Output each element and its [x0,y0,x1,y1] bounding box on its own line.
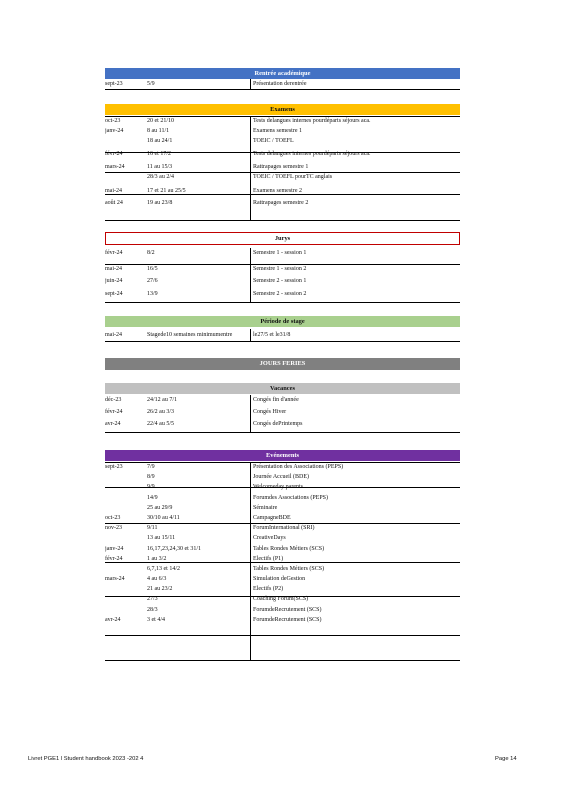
section-header-vacances: Vacances [105,383,460,394]
row-text: Journée Accueil (BDE) [253,474,309,481]
row-date: févr-24 [105,555,123,562]
section-examens [105,104,460,115]
row-date: avr-24 [105,616,121,623]
row-text: Tests delangues internes pourdéparts séjours aca. [253,118,371,124]
table-row [105,533,460,543]
page-number: Page 14 [495,756,517,762]
divider [105,487,460,488]
row-text: ForumdeRecrutement (SCS) [253,616,322,623]
row-range: 7/9 [147,464,155,470]
divider [105,264,460,265]
row-range: 27/6 [147,278,158,285]
row-date: nov-23 [105,525,122,532]
table-row [105,523,460,533]
section-vacances [105,383,460,394]
divider [105,152,460,153]
row-date: mars-24 [105,576,125,583]
table-row [105,472,460,482]
row-text: Simulation deGestion [253,576,306,583]
table-row [105,116,460,126]
row-range: 16 et 17/2 [147,150,171,157]
divider [105,462,460,463]
divider [105,660,460,661]
row-range: 24/12 au 7/1 [147,397,177,403]
row-range: 9/9 [147,484,155,491]
row-text: Electifs (P2) [253,586,284,593]
table-row [105,289,460,299]
table-row [105,248,460,258]
table-row [105,574,460,584]
section-feries [105,358,460,370]
row-range: 8 au 11/1 [147,128,170,135]
row-text: Coaching Forum(SCS) [253,596,309,603]
table-row [105,615,460,625]
vacances-rows [105,395,460,430]
table-row [105,198,460,208]
row-text: Tables Rondes Métiers (SCS) [253,545,325,552]
table-row [105,395,460,405]
section-header-evenements: Evénements [105,450,460,461]
table-row [105,407,460,417]
row-range: 9/11 [147,525,158,532]
row-text: Présentation derentrée [253,81,307,87]
row-range: 28/3 au 2/4 [147,173,174,180]
table-row [105,605,460,615]
table-row [105,584,460,594]
table-row [105,276,460,286]
row-date: oct-23 [105,514,121,521]
row-date: mai-24 [105,332,122,338]
row-date: déc-23 [105,397,122,403]
table-row [105,462,460,472]
row-range: 21 au 23/2 [147,586,173,593]
row-date: oct-23 [105,118,121,124]
row-range: 19 au 23/8 [147,200,173,207]
row-range: 6,7,13 et 14/2 [147,565,180,572]
divider [105,341,460,342]
column-divider [250,248,251,302]
row-range: 22/4 au 5/5 [147,421,174,428]
row-text: Semestre 1 - session 2 [253,266,307,273]
table-row [105,126,460,136]
row-text: Congés fin d'année [253,397,299,403]
row-range: 11 au 15/3 [147,163,173,170]
row-range: 8/2 [147,250,155,256]
row-text: Séminaire [253,504,278,511]
divider [105,432,460,433]
row-range: 25 au 29/9 [147,504,173,511]
divider [105,562,460,563]
table-row [105,330,460,340]
row-date: janv-24 [105,545,124,552]
table-row [105,162,460,172]
column-divider [250,116,251,220]
section-evenements [105,450,460,461]
row-range: 16,17,23,24,30 et 31/1 [147,545,201,552]
row-date: sept-24 [105,290,123,297]
row-range: 13/9 [147,290,158,297]
row-range: 13 au 15/11 [147,535,176,542]
row-text: ForumInternational (SRI) [253,525,315,532]
row-range: 3 et 4/4 [147,616,165,623]
row-text: Rattrapages semestre 2 [253,200,309,207]
row-text: CampagneBDE [253,514,291,521]
section-jurys [105,232,460,245]
column-divider [250,462,251,660]
row-text: Tests delangues internes pourdéparts séjours aca. [253,150,371,157]
table-row [105,419,460,429]
row-range: 8/9 [147,474,155,481]
divider [105,220,460,221]
row-range: 20 et 21/10 [147,118,174,124]
row-range: 5/9 [147,81,155,87]
row-text: CreativeDays [253,535,286,542]
row-text: Semestre 1 - session 1 [253,250,307,256]
divider [105,302,460,303]
column-divider [250,79,251,89]
divider [105,89,460,90]
section-header-rentree: Rentrée académique [105,68,460,79]
row-range: 26/2 au 3/3 [147,409,174,416]
section-header-examens: Examens [105,104,460,115]
row-text: Rattrapages semestre 1 [253,163,309,170]
row-text: TOEIC / TOEFL [253,138,294,145]
row-range: 16/5 [147,266,158,273]
row-range: 18 au 24/1 [147,138,173,145]
row-range: 14/9 [147,494,158,501]
row-range: 1 au 3/2 [147,555,167,562]
section-header-stage: Période de stage [105,316,460,327]
row-date: févr-24 [105,409,123,416]
row-text: Welcomeday parents [253,484,303,491]
divider [105,194,460,195]
row-date: sept-23 [105,81,123,87]
row-text: ForumdeRecrutement (SCS) [253,606,322,613]
row-text: Congés dePrintemps [253,421,303,428]
row-range: 27/3 [147,596,158,603]
divider [105,523,460,524]
row-text: Examens semestre 1 [253,128,302,135]
table-row [105,564,460,574]
column-divider [250,329,251,341]
row-date: sept-23 [105,464,123,470]
row-date: févr-24 [105,150,123,157]
row-date: août 24 [105,200,123,207]
footer-title: Livret PGE1 l Student handbook 2023 -202 4 [28,756,144,762]
column-divider [250,395,251,432]
row-range: 17 et 21 au 25/5 [147,188,186,195]
row-date: juin-24 [105,278,123,285]
divider [105,635,460,636]
row-text: Semestre 2 - session 1 [253,278,307,285]
row-text: Présentation des Associations (PEPS) [253,464,344,470]
divider [105,596,460,597]
row-range: Stagede10 semaines minimumentre [147,332,233,338]
divider [105,116,460,117]
row-text: Tables Rondes Métiers (SCS) [253,565,325,572]
stage-rows [105,329,460,340]
row-text: Examens semestre 2 [253,188,302,195]
row-date: janv-24 [105,128,124,135]
row-range: 30/10 au 4/11 [147,514,180,521]
row-text: le27/5 et le31/8 [253,332,291,338]
row-range: 4 au 6/3 [147,576,167,583]
row-date: mai-24 [105,266,122,273]
table-row [105,503,460,513]
section-header-jurys: Jurys [105,232,460,245]
table-row [105,513,460,523]
section-rentree [105,68,460,89]
row-date: févr-24 [105,250,123,256]
row-text: Semestre 2 - session 2 [253,290,307,297]
section-header-feries: JOURS FERIES [105,358,460,370]
row-text: TOEIC / TOEFL pourTC anglais [253,173,333,180]
jurys-rows [105,248,460,299]
row-text: Forumdes Associations (PEPS) [253,494,329,501]
table-row [105,79,460,89]
table-row [105,493,460,503]
table-row [105,544,460,554]
section-stage [105,316,460,327]
table-row [105,136,460,146]
row-range: 28/3 [147,606,158,613]
row-date: avr-24 [105,421,121,428]
row-text: Congés Hiver [253,409,287,416]
row-date: mars-24 [105,163,125,170]
row-date: mai-24 [105,188,122,195]
table-row [105,172,460,182]
table-row [105,149,460,159]
table-row [105,264,460,274]
divider [105,172,460,173]
row-text: Electifs (P1) [253,555,284,562]
